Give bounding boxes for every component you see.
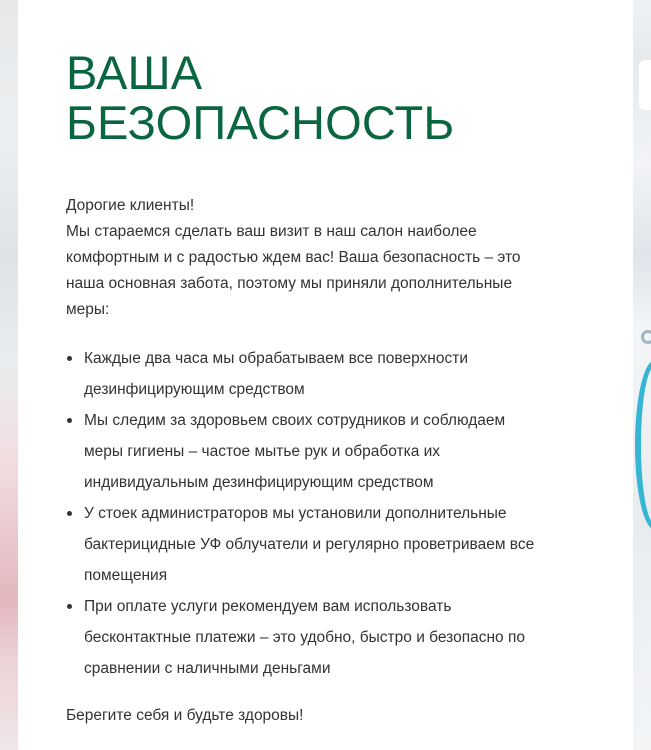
intro-line: Мы стараемся сделать ваш визит в наш салон наиболее xyxy=(66,223,477,240)
intro-line: Дорогие клиенты! xyxy=(66,197,195,214)
background-photo-left xyxy=(0,0,18,750)
list-item-line: Мы следим за здоровьем своих сотрудников и соблюдаем xyxy=(84,412,506,429)
list-item xyxy=(66,498,586,591)
page-title xyxy=(66,48,606,148)
page-title-line: БЕЗОПАСНОСТЬ xyxy=(66,96,455,149)
list-item-line: Каждые два часа мы обрабатываем все поверхности xyxy=(84,350,468,367)
bullet-icon xyxy=(67,511,72,516)
list-item-line: меры гигиены – частое мытье рук и обработка их xyxy=(84,443,441,460)
list-item-line: дезинфицирующим средством xyxy=(84,381,305,398)
intro-line: меры: xyxy=(66,301,110,318)
page-title-line: ВАША xyxy=(66,46,203,99)
list-item-line: индивидуальным дезинфицирующим средством xyxy=(84,474,434,491)
list-item-line: сравнении с наличными деньгами xyxy=(84,660,331,677)
list-item-line: помещения xyxy=(84,567,168,584)
closing-text: Берегите себя и будьте здоровы! xyxy=(66,707,304,724)
list-item-line: У стоек администраторов мы установили дополнительные xyxy=(84,505,507,522)
list-item-line: бесконтактные платежи – это удобно, быстро и безопасно по xyxy=(84,629,525,646)
intro-line: комфортным и с радостью ждем вас! Ваша безопасность – это xyxy=(66,249,521,266)
background-photo-right xyxy=(633,0,651,750)
list-item xyxy=(66,343,586,405)
intro-paragraph xyxy=(66,193,586,323)
background-decor xyxy=(641,330,651,344)
list-item-line: бактерицидные УФ облучатели и регулярно проветриваем все xyxy=(84,536,535,553)
bullet-icon xyxy=(67,604,72,609)
safety-measures-list xyxy=(66,343,586,684)
bullet-icon xyxy=(67,418,72,423)
background-decor xyxy=(639,60,651,110)
list-item xyxy=(66,591,586,684)
background-decor xyxy=(635,360,651,530)
list-item-line: При оплате услуги рекомендуем вам использовать xyxy=(84,598,452,615)
bullet-icon xyxy=(67,356,72,361)
intro-line: наша основная забота, поэтому мы приняли дополнительные xyxy=(66,275,513,292)
list-item xyxy=(66,405,586,498)
safety-notice-panel xyxy=(18,0,633,750)
